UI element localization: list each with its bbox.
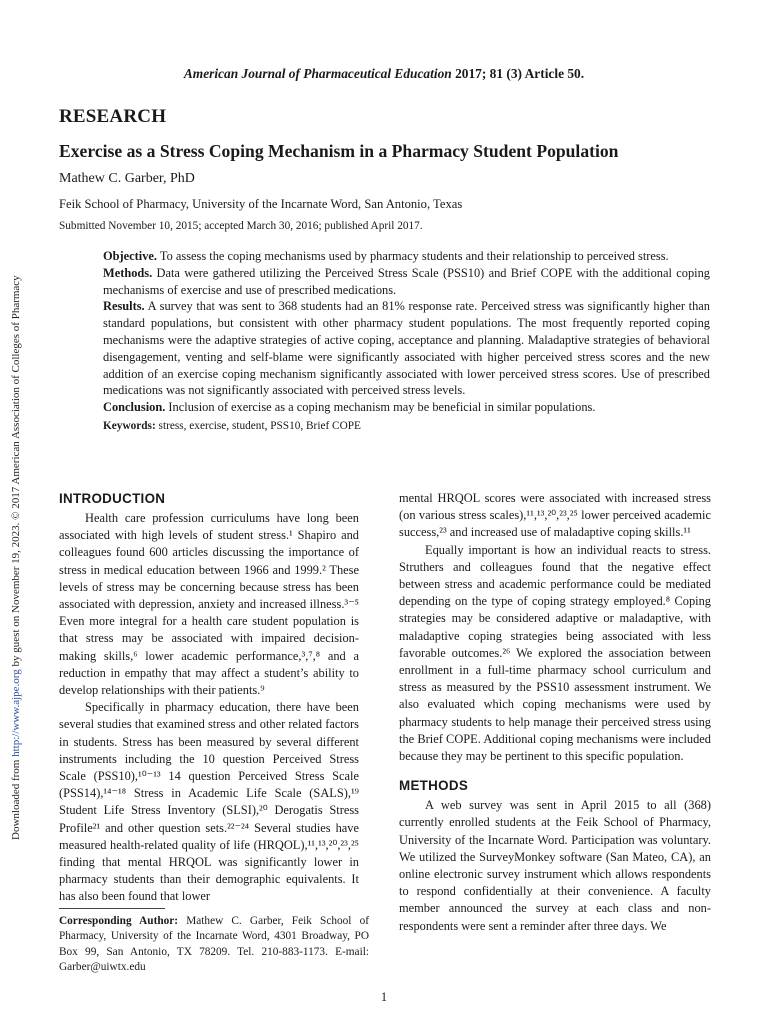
keywords-text: stress, exercise, student, PSS10, Brief COPE [155, 419, 361, 432]
methods-label: Methods. [103, 265, 153, 280]
right-column [399, 490, 711, 935]
section-label: RESEARCH [59, 106, 167, 127]
intro-paragraph-4: Equally important is how an individual reacts to stress. Struthers and colleagues found that the negative effect between stress and academic performance could be mediated depending on the type of coping strategy employed.⁸ Coping strategies may be considered adaptive or maladaptive, with maladaptive coping strategies being associated with less favorable outcomes.²⁶ We explored the association between enrollment in a full-time pharmacy school curriculum and stress as measured by the PSS10 assessment instrument. We also evaluated which coping mechanisms were used by pharmacy students to help manage their perceived stress using the Brief COPE. Additional coping mechanisms were included because they may be pertinent to this specific population. [399, 542, 711, 764]
abstract-conclusion [103, 399, 710, 416]
introduction-heading: INTRODUCTION [59, 491, 166, 506]
methods-paragraph-1: A web survey was sent in April 2015 to all (368) currently enrolled students at the Feik School of Pharmacy, University of the Incarnate Word. Participation was voluntary. We utilized the SurveyMonkey software (San Mateo, CA), an online electronic survey instrument which allows respondents to respond confidentially at their convenience. A faculty member announced the survey at each class and non-respondents were sent a reminder after three days. We [399, 798, 711, 933]
objective-label: Objective. [103, 249, 158, 263]
publication-dates: Submitted November 10, 2015; accepted March 30, 2016; published April 2017. [59, 220, 423, 232]
abstract-methods [103, 265, 710, 299]
footnote-divider [59, 908, 165, 909]
corresponding-author-label: Corresponding Author: [59, 915, 179, 927]
journal-header [0, 66, 768, 82]
article-title: Exercise as a Stress Coping Mechanism in a Pharmacy Student Population [59, 141, 619, 161]
results-text: A survey that was sent to 368 students had an 81% response rate. Perceived stress was significantly higher than standard populations, but consistent with other pharmacy student populations. The most frequently reported coping mechanisms were the adaptive strategies of active coping, acceptance and planning. Maladaptive strategies of behavioral disengagement, venting and self-blame were significantly associated with higher perceived stress scores and the new addition of an exercise coping mechanism significantly associated with lower perceived stress scores. Use of prescribed medications was not significantly associated with perceived stress levels. [103, 299, 710, 398]
journal-name: American Journal of Pharmaceutical Education [183, 66, 452, 81]
abstract-results [103, 298, 710, 399]
objective-text: To assess the coping mechanisms used by pharmacy students and their relationship to perceived stress. [157, 249, 669, 263]
author-affiliation: Feik School of Pharmacy, University of the Incarnate Word, San Antonio, Texas [59, 197, 463, 211]
corresponding-author-text: Mathew C. Garber, Feik School of Pharmacy, University of the Incarnate Word, 4301 Broadway, PO Box 99, San Antonio, TX 78209. Tel. 210-883-1173. E-mail: Garber@uiwtx.edu [59, 915, 369, 974]
methods-text: Data were gathered utilizing the Perceived Stress Scale (PSS10) and Brief COPE with the additional coping mechanisms of exercise and use of prescribed medications. [103, 265, 710, 297]
download-notice-prefix: Downloaded from [10, 756, 22, 840]
page-number: 1 [380, 990, 388, 1004]
left-column [59, 490, 359, 906]
abstract-objective [103, 248, 710, 265]
keywords-label: Keywords: [103, 419, 156, 432]
author-name: Mathew C. Garber, PhD [59, 171, 195, 186]
intro-paragraph-1: Health care profession curriculums have long been associated with high levels of student stress.¹ Shapiro and colleagues found 600 articles discussing the importance of stress in medical education between 1966 and 1999.² These levels of stress may be concerning because stress has been associated with depression, anxiety and increased illness.³⁻⁵ Even more integral for a health care student population is that stress may be associated with impaired decision-making skills,⁶ lower academic performance,³,⁷,⁸ and a reduction in empathy that may affect a student’s ability to develop relationships with their patients.⁹ [59, 511, 359, 698]
results-label: Results. [103, 299, 145, 314]
journal-citation: 2017; 81 (3) Article 50. [451, 66, 585, 81]
conclusion-label: Conclusion. [103, 400, 166, 415]
corresponding-author-footnote [59, 914, 369, 976]
intro-paragraph-2: Specifically in pharmacy education, there have been several studies that examined stress and other related factors in students. Stress has been measured by several different instruments including the 10 question Perceived Stress Scale (PSS10),¹⁰⁻¹³ 14 question Perceived Stress Scale (PSS14),¹⁴⁻¹⁸ Stress in Academic Life Scale (SALS),¹⁹ Student Life Stress Inventory (SLSI),²⁰ Derogatis Stress Profile²¹ and other question sets.²²⁻²⁴ Several studies have measured health-related quality of life (HRQOL),¹¹,¹³,²⁰,²³,²⁵ finding that mental HRQOL was significantly lower in pharmacy students than their demographic equivalents. It has also been found that lower [59, 700, 359, 904]
abstract-keywords [103, 418, 710, 435]
methods-heading: METHODS [399, 778, 469, 794]
conclusion-text: Inclusion of exercise as a coping mechanism may be beneficial in similar populations. [165, 400, 596, 415]
download-notice-suffix: by guest on November 19, 2023. © 2017 American Association of Colleges of Pharmacy [10, 275, 22, 670]
ajpe-link[interactable]: http://www.ajpe.org [10, 669, 22, 757]
intro-paragraph-3: mental HRQOL scores were associated with increased stress (on various stress scales),¹¹,¹³,²⁰,²³,²⁵ lower perceived academic success,²³ and increased use of maladaptive coping skills.¹¹ [399, 491, 711, 540]
abstract [103, 248, 710, 435]
